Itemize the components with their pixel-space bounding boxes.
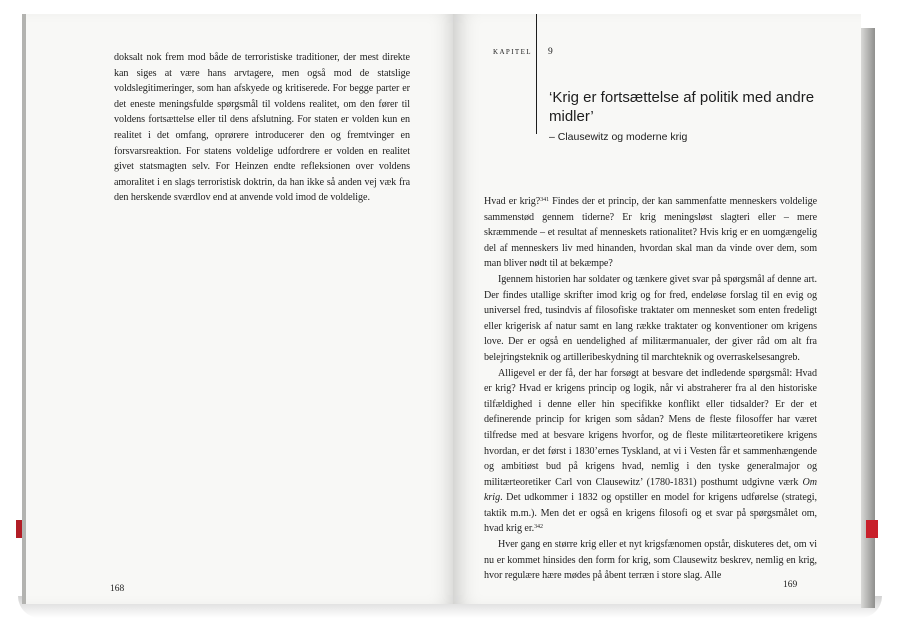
paragraph-2: Igennem historien har soldater og tænkere givet svar på spørgsmål af denne art. Der findes utallige skrifter imod krig og for fred, endeløse forslag til en evig og universel fred, tusindvis af filosofiske traktater om mennesket som enten fredeligt eller krigerisk af natur samt en lang række traktater og konventioner om krigens love. Der er også en uendelighed af militærmanualer, der giver råd om alt fra belejringsteknik og artilleribeskydning til marchteknik og overraskelsesangreb. bbox=[484, 273, 817, 363]
right-page-number: 169 bbox=[783, 580, 798, 590]
paragraph-3 bbox=[484, 366, 817, 538]
bookmark-ribbon-right bbox=[866, 520, 878, 538]
paragraph-3-rest: . Det udkommer i 1832 og opstiller en model for krigens udførelse (strategi, taktik m.m.). Men det er også en krigens filosofi og et svar på spørgsmålet om, hvad krig er. bbox=[484, 492, 817, 535]
chapter-subtitle: – Clausewitz og moderne krig bbox=[549, 131, 688, 143]
left-page bbox=[22, 14, 457, 604]
chapter-number: 9 bbox=[548, 47, 553, 57]
footnote-ref-341: 341 bbox=[540, 197, 550, 203]
book-title-italic: Om krig bbox=[484, 476, 817, 504]
paragraph-1-rest: Findes der et princip, der kan sammenfatte menneskers voldelige sammenstød gennem tiderne? Er krig meningsløst slagteri eller – mere skræmmende – et resultat af menneskets rationalitet? Hvis krig er en uomgængelig del af menneskers liv med hinanden, hvordan skal man da vinde over dem, som man bliver nødt til at bekæmpe? bbox=[484, 196, 818, 270]
left-page-number: 168 bbox=[110, 584, 125, 594]
right-page bbox=[453, 14, 861, 604]
paragraph-4: Hver gang en større krig eller et nyt krigsfænomen opstår, diskuteres det, om vi nu er kommet hinsides den form for krig, som Clausewitz beskrev, nemlig en krig, hvor regulære hære mødes på åbent terræn i store slag. Alle bbox=[484, 539, 817, 582]
left-paragraph: doksalt nok frem mod både de terroristiske traditioner, der mest direkte kan siges at være hans arvtagere, men også mod de statslige voldslegitimeringer, som han afskyede og kritiserede. For begge parter er det eneste meningsfulde spørgsmål til voldens realitet, om den fører til voldens fortsættelse eller til dens afslutning. For staten er volden kun en realitet i det omfang, oprørere introducerer den og fremtvinger en forsvarsreaktion. For statens voldelige udfordrere er volden en realitet givet statsmagten selv. For Heinzen endte refleksionen over voldens amoralitet i en slags terroristisk doktrin, da han ikke så anden vej væk fra den herskende sværdlov end at anvende vold imod de voldelige. bbox=[114, 52, 410, 204]
chapter-title: ‘Krig er fortsættelse af politik med andre midler’ bbox=[549, 89, 815, 125]
chapter-label: KAPITEL bbox=[493, 48, 532, 56]
paragraph-1 bbox=[484, 194, 817, 272]
footnote-ref-342: 342 bbox=[534, 524, 543, 531]
paragraph-1-start: Hvad er krig? bbox=[484, 196, 541, 207]
chapter-divider-rule bbox=[536, 14, 537, 134]
left-page-body bbox=[114, 50, 410, 206]
right-page-body bbox=[484, 194, 817, 584]
paragraph-3-start: Alligevel er der få, der har forsøgt at besvare det indledende spørgsmål: Hvad er krig? Hvad er krigens princip og logik, når vi abstraherer fra al den historiske tilfældighed i denne eller hin specifikke konflikt eller tidsalder? Er der et definerende princip for krigen som sådan? Mens de fleste filosoffer har været tilfredse med at besvare krigens hvorfor, og de fleste militærteoretikere krigens hvordan, er det først i 1830’ernes Tyskland, at vi i Vesten får et sammenhængende og ambitiøst bud på krigens hvad, nemlig i den tyske generalmajor og militærteoretiker Carl von Clausewitz’ (1780-1831) posthumt udgivne værk bbox=[484, 367, 817, 488]
